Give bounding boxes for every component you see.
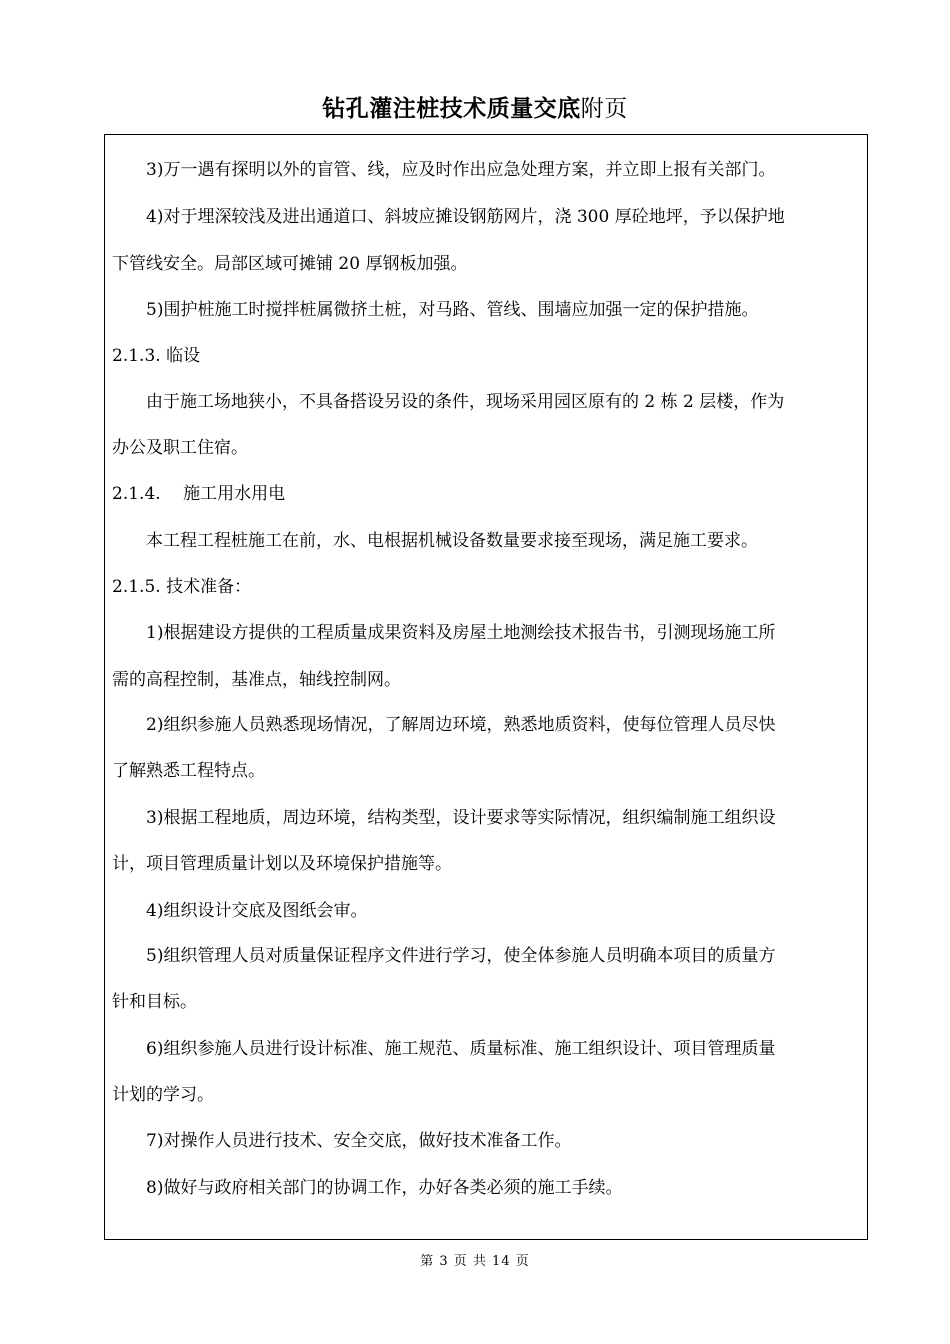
title-suffix: 附页: [580, 96, 628, 122]
text-line: 计划的学习。: [112, 1085, 214, 1105]
text-line: 了解熟悉工程特点。: [112, 761, 265, 781]
text-line: 需的高程控制，基准点，轴线控制网。: [112, 670, 401, 690]
text-line: 针和目标。: [112, 992, 197, 1012]
page-footer: 第 3 页 共 14 页: [420, 1254, 530, 1269]
section-heading: 2.1.5. 技术准备：: [112, 577, 252, 597]
text-line: 计，项目管理质量计划以及环境保护措施等。: [112, 854, 452, 874]
text-line: 8)做好与政府相关部门的协调工作，办好各类必须的施工手续。: [112, 1178, 623, 1198]
section-heading: 2.1.4. 施工用水用电: [112, 484, 286, 504]
title-main: 钻孔灌注桩技术质量交底: [322, 96, 581, 122]
text-line: 1)根据建设方提供的工程质量成果资料及房屋土地测绘技术报告书，引测现场施工所: [112, 623, 776, 643]
text-line: 2)组织参施人员熟悉现场情况，了解周边环境，熟悉地质资料，使每位管理人员尽快: [112, 715, 776, 735]
text-line: 办公及职工住宿。: [112, 438, 248, 458]
text-line: 5)组织管理人员对质量保证程序文件进行学习，使全体参施人员明确本项目的质量方: [112, 946, 776, 966]
text-line: 3)万一遇有探明以外的盲管、线，应及时作出应急处理方案，并立即上报有关部门。: [112, 160, 776, 180]
text-line: 4)组织设计交底及图纸会审。: [112, 901, 368, 921]
text-line: 下管线安全。局部区域可摊铺 20 厚钢板加强。: [112, 254, 468, 274]
text-line: 7)对操作人员进行技术、安全交底，做好技术准备工作。: [112, 1131, 572, 1151]
page-title: [0, 90, 950, 123]
text-line: 5)围护桩施工时搅拌桩属微挤土桩，对马路、管线、围墙应加强一定的保护措施。: [112, 300, 759, 320]
text-line: 6)组织参施人员进行设计标准、施工规范、质量标准、施工组织设计、项目管理质量: [112, 1039, 776, 1059]
text-line: 由于施工场地狭小，不具备搭设另设的条件，现场采用园区原有的 2 栋 2 层楼，作为: [112, 392, 785, 412]
text-line: 4)对于埋深较浅及进出通道口、斜坡应摊设钢筋网片，浇 300 厚砼地坪，予以保护地: [112, 207, 785, 227]
text-line: 3)根据工程地质，周边环境，结构类型，设计要求等实际情况，组织编制施工组织设: [112, 808, 776, 828]
section-heading: 2.1.3. 临设: [112, 346, 201, 366]
text-line: 本工程工程桩施工在前，水、电根据机械设备数量要求接至现场，满足施工要求。: [112, 531, 758, 551]
